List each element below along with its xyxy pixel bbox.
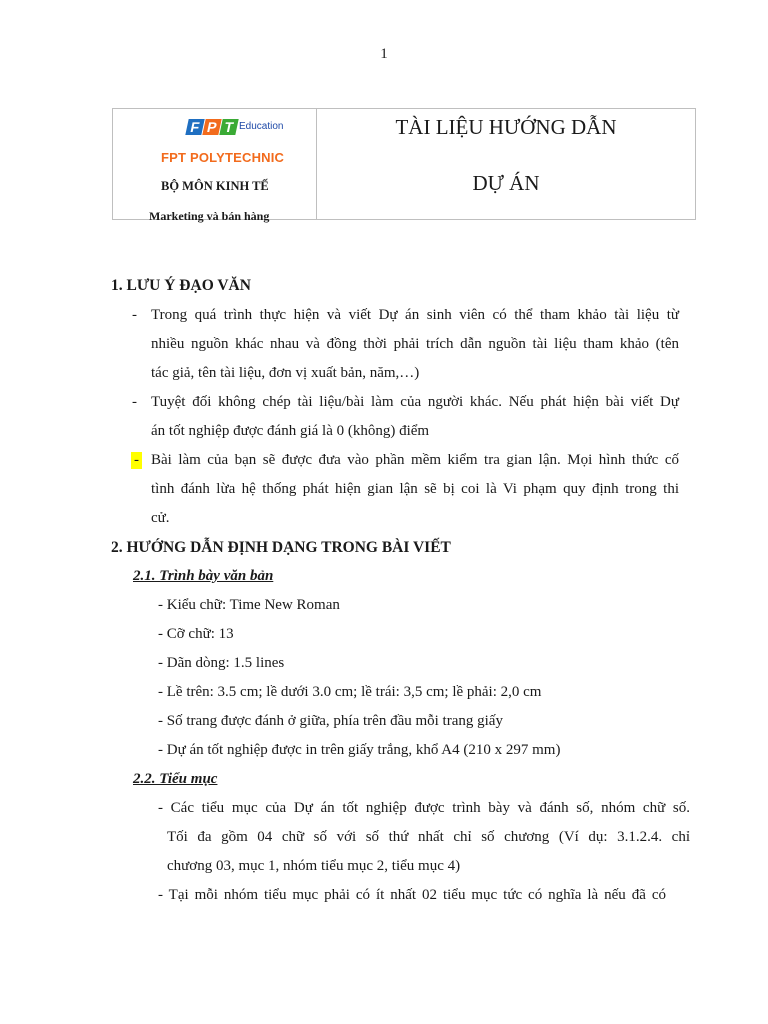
section1-item3-line2: tình đánh lừa hệ thống phát hiện gian lận sẽ bị coi là Vi phạm quy định trong thi xyxy=(151,481,679,497)
section1-item3-line3: cử. xyxy=(151,510,170,526)
section1-heading: 1. LƯU Ý ĐẠO VĂN xyxy=(111,277,251,294)
school-name: FPT POLYTECHNIC xyxy=(161,150,285,165)
logo-tile-f: F xyxy=(185,119,204,135)
list-dash: - xyxy=(132,307,137,323)
header-logo-cell xyxy=(113,109,317,223)
section1-item2-line2: án tốt nghiệp được đánh giá là 0 (không) điểm xyxy=(151,423,430,439)
logo-education-text: Education xyxy=(239,121,284,132)
document-header-table xyxy=(112,108,696,223)
section1-item3-line1: Bài làm của bạn sẽ được đưa vào phần mềm kiểm tra gian lận. Mọi hình thức cố xyxy=(151,452,679,468)
subsection-2-2-line1: - Các tiểu mục của Dự án tốt nghiệp được trình bày và đánh số, nhóm chữ số. xyxy=(158,800,690,816)
subject-name: Marketing và bán hàng xyxy=(149,209,270,223)
format-item: - Dự án tốt nghiệp được in trên giấy trắng, khổ A4 (210 x 297 mm) xyxy=(158,742,561,758)
fpt-logo xyxy=(187,119,284,139)
section1-item1-line2: nhiều nguồn khác nhau và đồng thời phải trích dẫn nguồn tài liệu tham khảo (tên xyxy=(151,336,679,352)
section2-heading: 2. HƯỚNG DẪN ĐỊNH DẠNG TRONG BÀI VIẾT xyxy=(111,539,451,556)
highlighted-list-dash: - xyxy=(131,452,142,469)
subsection-2-2-line4: - Tại mỗi nhóm tiểu mục phải có ít nhất 02 tiểu mục tức có nghĩa là nếu đã có xyxy=(158,887,666,903)
subsection-2-1-title: 2.1. Trình bày văn bản xyxy=(133,568,274,584)
format-item: - Dãn dòng: 1.5 lines xyxy=(158,655,285,671)
format-item: - Cỡ chữ: 13 xyxy=(158,626,234,642)
document-title-line1: TÀI LIỆU HƯỚNG DẪN xyxy=(395,115,617,139)
logo-tile-p: P xyxy=(202,119,221,135)
section1-item1-line1: Trong quá trình thực hiện và viết Dự án sinh viên có thể tham khảo tài liệu từ xyxy=(151,307,679,323)
subsection-2-2-title: 2.2. Tiểu mục xyxy=(133,771,218,787)
header-title-cell xyxy=(317,109,695,219)
document-title-line2: DỰ ÁN xyxy=(472,171,540,195)
format-item: - Số trang được đánh ở giữa, phía trên đầu mỗi trang giấy xyxy=(158,713,503,729)
subsection-2-2-line3: chương 03, mục 1, nhóm tiểu mục 2, tiểu mục 4) xyxy=(167,858,461,874)
logo-tile-t: T xyxy=(219,119,238,135)
list-dash: - xyxy=(132,394,137,410)
subsection-2-2-line2: Tối đa gồm 04 chữ số với số thứ nhất chỉ số chương (Ví dụ: 3.1.2.4. chỉ xyxy=(167,829,690,845)
department-name: BỘ MÔN KINH TẾ xyxy=(161,179,269,193)
page-number: 1 xyxy=(380,46,388,62)
format-item: - Lề trên: 3.5 cm; lề dưới 3.0 cm; lề trái: 3,5 cm; lề phải: 2,0 cm xyxy=(158,684,542,700)
format-item: - Kiểu chữ: Time New Roman xyxy=(158,597,340,613)
section1-item2-line1: Tuyệt đối không chép tài liệu/bài làm của người khác. Nếu phát hiện bài viết Dự xyxy=(151,394,679,410)
section1-item1-line3: tác giả, tên tài liệu, đơn vị xuất bản, năm,…) xyxy=(151,365,420,381)
